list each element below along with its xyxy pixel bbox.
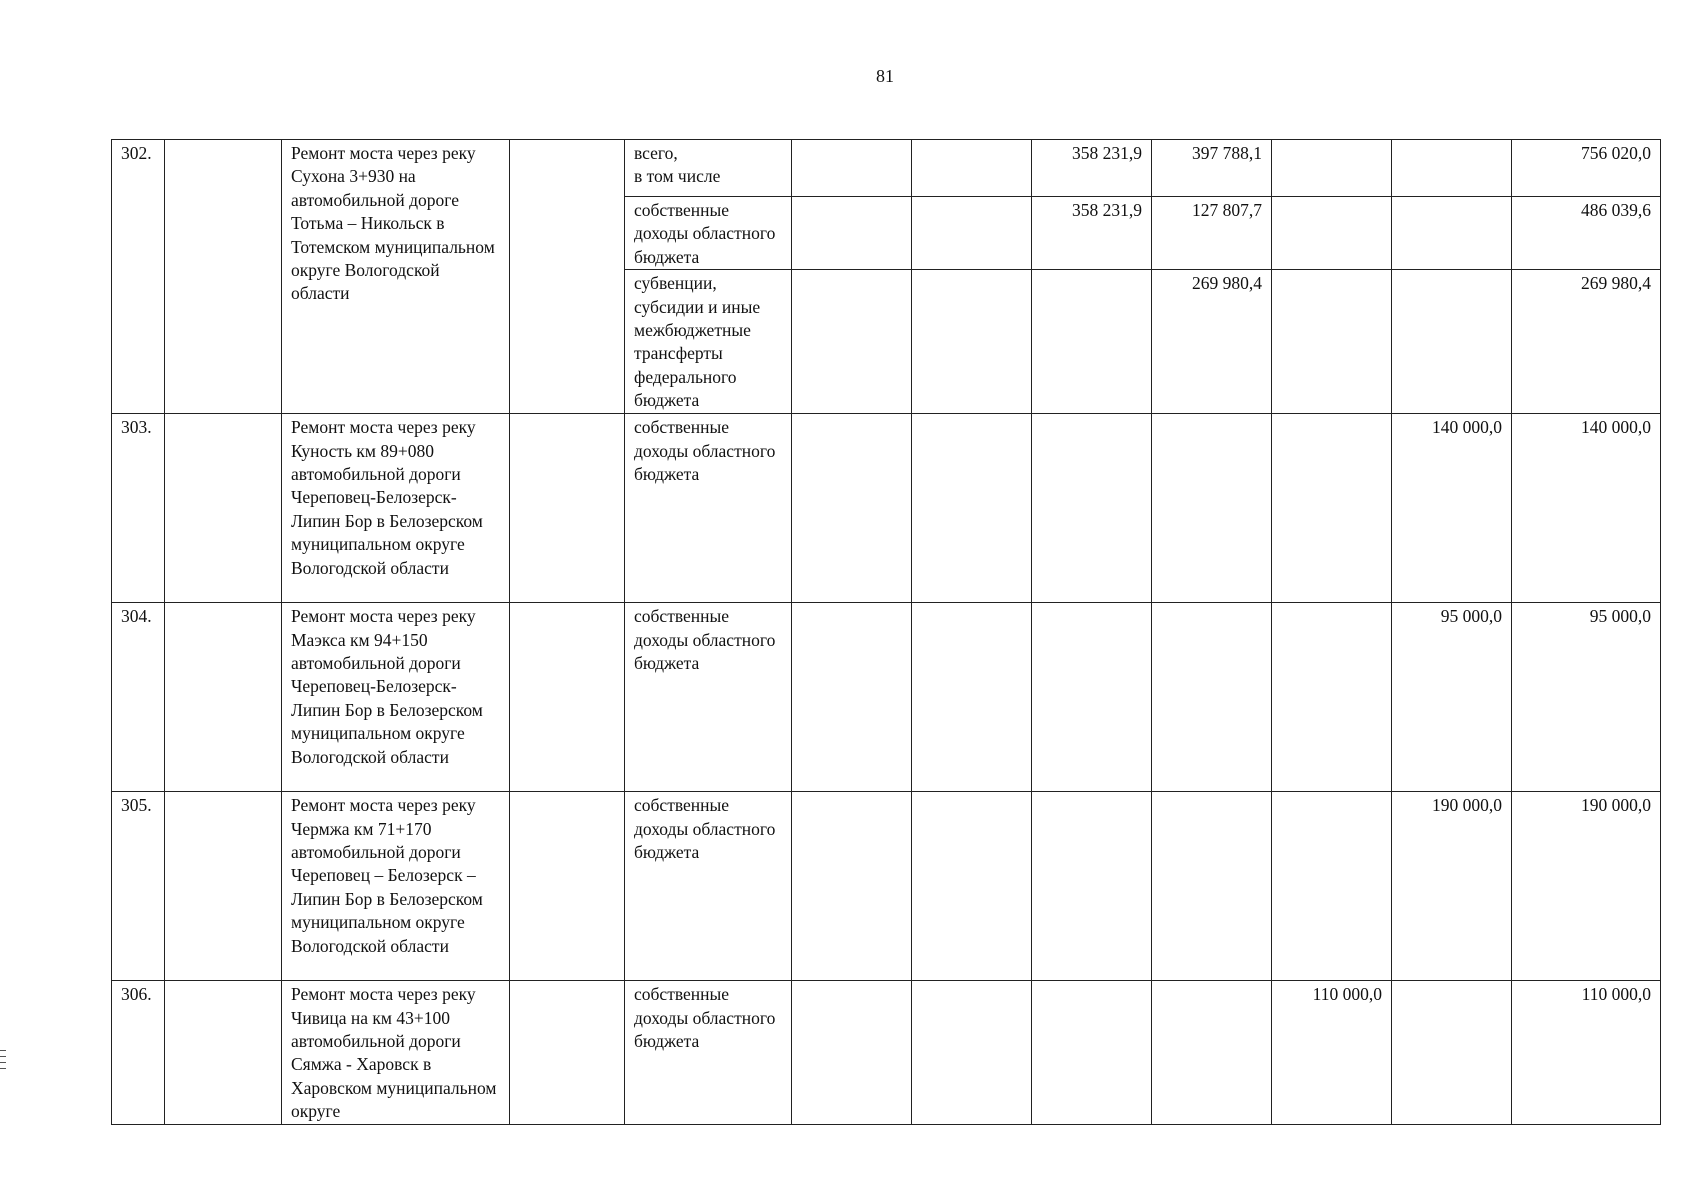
blank-cell — [165, 414, 282, 603]
amount-cell — [1272, 414, 1392, 603]
object-title: Ремонт моста через реку Маэкса км 94+150 автомобильной дороги Череповец-Белозерск-Липин Бор в Белозерском муниципальном округе Вологодской области — [282, 603, 510, 792]
funding-source: собственные доходы областного бюджета — [625, 792, 792, 981]
amount-cell: 358 231,9 — [1032, 197, 1152, 270]
amount-cell — [1272, 792, 1392, 981]
page-number: 81 — [876, 66, 894, 86]
blank-cell — [510, 140, 625, 414]
amount-cell — [1392, 197, 1512, 270]
amount-cell — [1392, 270, 1512, 414]
amount-cell — [1032, 414, 1152, 603]
amount-cell — [1152, 414, 1272, 603]
amount-cell — [1272, 140, 1392, 197]
amount-cell: 358 231,9 — [1032, 140, 1152, 197]
blank-cell — [510, 792, 625, 981]
row-number: 302. — [112, 140, 165, 414]
blank-cell — [510, 981, 625, 1124]
row-number: 304. — [112, 603, 165, 792]
amount-cell — [912, 603, 1032, 792]
blank-cell — [510, 603, 625, 792]
table-row — [112, 603, 1661, 792]
object-title: Ремонт моста через реку Сухона 3+930 на автомобильной дороге Тотьма – Никольск в Тотемском муниципальном округе Вологодской области — [282, 140, 510, 414]
amount-cell — [1032, 792, 1152, 981]
amount-cell — [912, 792, 1032, 981]
amount-cell — [1152, 603, 1272, 792]
amount-cell — [792, 270, 912, 414]
amount-cell — [1032, 270, 1152, 414]
funding-source: собственные доходы областного бюджета — [625, 981, 792, 1124]
funding-source: собственные доходы областного бюджета — [625, 603, 792, 792]
amount-cell — [792, 603, 912, 792]
blank-cell — [165, 981, 282, 1124]
amount-cell — [1272, 270, 1392, 414]
funding-source: субвенции, субсидии и иные межбюджетные трансферты федерального бюджета — [625, 270, 792, 414]
amount-cell: 190 000,0 — [1392, 792, 1512, 981]
amount-cell — [792, 792, 912, 981]
amount-cell — [792, 140, 912, 197]
amount-cell: 190 000,0 — [1512, 792, 1661, 981]
funding-source: всего, в том числе — [625, 140, 792, 197]
amount-cell — [1392, 140, 1512, 197]
amount-cell: 269 980,4 — [1152, 270, 1272, 414]
funding-source: собственные доходы областного бюджета — [625, 414, 792, 603]
amount-cell: 269 980,4 — [1512, 270, 1661, 414]
amount-cell — [1152, 792, 1272, 981]
amount-cell — [792, 197, 912, 270]
amount-cell: 140 000,0 — [1512, 414, 1661, 603]
object-title: Ремонт моста через реку Куность км 89+080 автомобильной дороги Череповец-Белозерск-Липин Бор в Белозерском муниципальном округе Вологодской области — [282, 414, 510, 603]
object-title: Ремонт моста через реку Чермжа км 71+170 автомобильной дороги Череповец – Белозерск – Липин Бор в Белозерском муниципальном округе Вологодской области — [282, 792, 510, 981]
amount-cell — [792, 414, 912, 603]
amount-cell — [792, 981, 912, 1124]
row-number: 305. — [112, 792, 165, 981]
object-title: Ремонт моста через реку Чивица на км 43+100 автомобильной дороги Сямжа - Харовск в Харовском муниципальном округе — [282, 981, 510, 1124]
amount-cell: 110 000,0 — [1272, 981, 1392, 1124]
funding-source: собственные доходы областного бюджета — [625, 197, 792, 270]
blank-cell — [165, 140, 282, 414]
amount-cell — [1032, 603, 1152, 792]
blank-cell — [165, 792, 282, 981]
amount-cell: 756 020,0 — [1512, 140, 1661, 197]
amount-cell — [1152, 981, 1272, 1124]
amount-cell — [912, 140, 1032, 197]
row-number: 303. — [112, 414, 165, 603]
blank-cell — [165, 603, 282, 792]
amount-cell — [1392, 981, 1512, 1124]
amount-cell — [912, 981, 1032, 1124]
budget-table — [111, 139, 1661, 1125]
margin-marks — [0, 1050, 6, 1074]
amount-cell: 140 000,0 — [1392, 414, 1512, 603]
amount-cell — [912, 197, 1032, 270]
row-number: 306. — [112, 981, 165, 1124]
amount-cell: 486 039,6 — [1512, 197, 1661, 270]
blank-cell — [510, 414, 625, 603]
amount-cell: 95 000,0 — [1512, 603, 1661, 792]
amount-cell — [912, 270, 1032, 414]
table-row — [112, 414, 1661, 603]
amount-cell — [1032, 981, 1152, 1124]
amount-cell: 397 788,1 — [1152, 140, 1272, 197]
amount-cell — [912, 414, 1032, 603]
amount-cell — [1272, 603, 1392, 792]
amount-cell — [1272, 197, 1392, 270]
table-row — [112, 792, 1661, 981]
amount-cell: 110 000,0 — [1512, 981, 1661, 1124]
table-row — [112, 140, 1661, 197]
table-row — [112, 981, 1661, 1124]
amount-cell: 127 807,7 — [1152, 197, 1272, 270]
amount-cell: 95 000,0 — [1392, 603, 1512, 792]
